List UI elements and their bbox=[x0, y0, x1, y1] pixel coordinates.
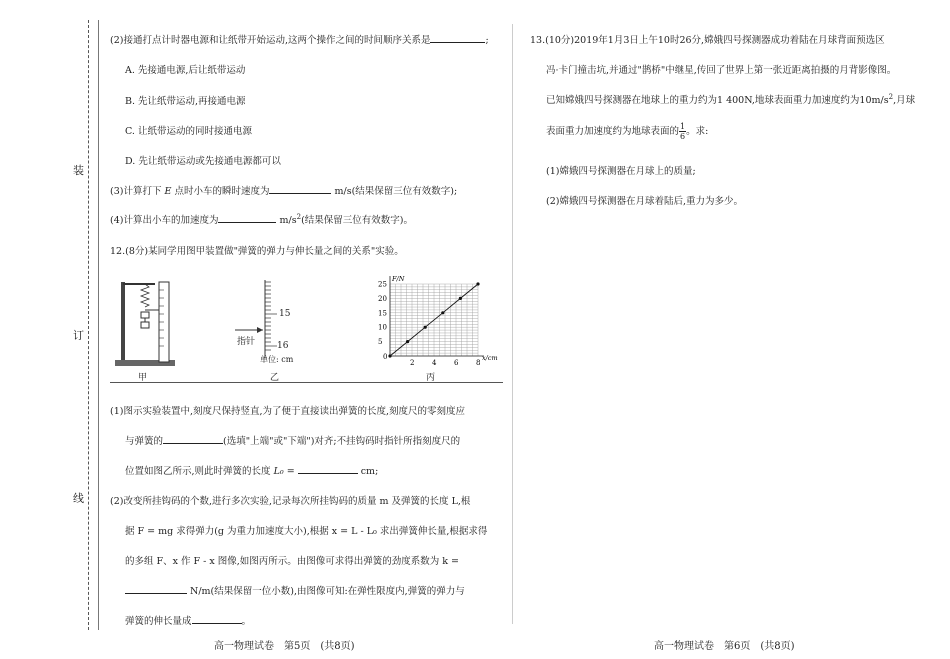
q12-title: 12.(8分)某同学用图甲装置做"弹簧的弹力与伸长量之间的关系"实验。 bbox=[110, 246, 404, 257]
y-tick-label: 15 bbox=[378, 309, 387, 318]
q12-1-text-c: 位置如图乙所示,则此时弹簧的长度 bbox=[125, 466, 271, 477]
q13-line4 bbox=[546, 122, 708, 141]
q12-1-l0: L₀ = bbox=[273, 466, 295, 477]
fig-label-jia: 甲 bbox=[138, 373, 148, 383]
q12-2-text-end: 弹簧的伸长量成 bbox=[125, 616, 192, 627]
margin-char-ding: 订 bbox=[73, 325, 84, 345]
data-point bbox=[424, 326, 427, 329]
y-tick-label: 25 bbox=[378, 280, 387, 289]
y-tick-label: 20 bbox=[378, 294, 387, 303]
x-tick-label: 4 bbox=[432, 359, 437, 367]
y-tick-label: 10 bbox=[378, 323, 387, 332]
q3-line bbox=[110, 183, 457, 197]
binding-solid-line bbox=[98, 20, 99, 630]
q4-sup: 2 bbox=[296, 212, 302, 221]
data-point bbox=[441, 311, 444, 314]
data-point bbox=[406, 340, 409, 343]
q4-blank[interactable] bbox=[218, 212, 276, 223]
data-point bbox=[388, 354, 391, 357]
ruler-figure bbox=[235, 276, 325, 366]
q12-2-line2: 据 F = mg 求得弹力(g 为重力加速度大小),根据 x = L - L₀ 求出弹簧伸长量,根据求得 bbox=[125, 526, 488, 537]
q2-option-d: D. 先让纸带运动或先接通电源都可以 bbox=[125, 156, 281, 167]
q3-text-a: (3)计算打下 bbox=[110, 186, 162, 197]
q12-1-text-a: 与弹簧的 bbox=[125, 436, 164, 447]
q4-text-a: (4)计算出小车的加速度为 bbox=[110, 215, 219, 226]
page-divider bbox=[512, 24, 513, 624]
q2-end: ; bbox=[485, 35, 489, 46]
q12-2-blank-relation[interactable] bbox=[192, 613, 242, 624]
q3-text-b: 点时小车的瞬时速度为 bbox=[174, 186, 270, 197]
q13-text-a: 已知嫦娥四号探测器在地球上的重力约为1 400N,地球表面重力加速度约为10m/s bbox=[546, 95, 889, 106]
ruler-pointer-label: 指针 bbox=[237, 337, 256, 347]
q4-line bbox=[110, 212, 413, 226]
q2-option-c: C. 让纸带运动的同时接通电源 bbox=[125, 126, 252, 137]
q13-sub1: (1)嫦娥四号探测器在月球上的质量; bbox=[546, 166, 696, 177]
fig-label-bing: 丙 bbox=[426, 373, 436, 383]
margin-char-zhuang: 装 bbox=[73, 160, 84, 180]
x-tick-label: 6 bbox=[454, 359, 459, 367]
y-axis-label: F/N bbox=[392, 275, 405, 283]
q3-blank[interactable] bbox=[269, 183, 331, 194]
fig-label-yi: 乙 bbox=[270, 373, 280, 383]
apparatus-figure bbox=[115, 274, 195, 374]
q13-sub2: (2)嫦娥四号探测器在月球着陆后,重力为多少。 bbox=[546, 196, 743, 207]
q12-figure-box bbox=[110, 270, 503, 383]
q13-sup: 2 bbox=[888, 92, 894, 101]
q12-1-line2 bbox=[125, 433, 460, 447]
q4-text-b: (结果保留三位有效数字)。 bbox=[301, 215, 413, 226]
ruler-unit: 单位: cm bbox=[260, 355, 294, 364]
y-tick-label: 5 bbox=[378, 338, 383, 347]
q13-text-c: 表面重力加速度约为地球表面的 bbox=[546, 126, 680, 137]
q12-2-line4 bbox=[125, 583, 465, 597]
q12-1-text-b: (选填"上端"或"下端")对齐;不挂钩码时指针所指刻度尺的 bbox=[223, 436, 461, 447]
x-tick-label: 8 bbox=[476, 359, 481, 367]
margin-char-xian: 线 bbox=[73, 488, 84, 508]
q2-option-b: B. 先让纸带运动,再接通电源 bbox=[125, 96, 246, 107]
ruler-tick-16: 16 bbox=[277, 341, 289, 351]
q12-2-line1: (2)改变所挂钩码的个数,进行多次实验,记录每次所挂钩码的质量 m 及弹簧的长度 L,根 bbox=[110, 496, 471, 507]
q13-line3 bbox=[546, 92, 915, 106]
q2-line bbox=[110, 32, 489, 46]
q12-2-period: 。 bbox=[241, 616, 252, 627]
binding-dashed-line bbox=[88, 20, 89, 630]
x-axis-label: x/cm bbox=[482, 354, 498, 362]
q12-2-blank-k[interactable] bbox=[125, 583, 187, 594]
footer-right: 高一物理试卷 第6页 (共8页) bbox=[654, 641, 795, 652]
q2-option-a: A. 先接通电源,后让纸带运动 bbox=[125, 65, 246, 76]
q2-blank[interactable] bbox=[430, 32, 485, 43]
q12-2-line3: 的多组 F、x 作 F - x 图像,如图丙所示。由图像可求得出弹簧的劲度系数为 k = bbox=[125, 556, 460, 567]
q12-1-blank-length[interactable] bbox=[298, 463, 358, 474]
q12-1-line3 bbox=[125, 463, 378, 477]
q3-text-c: m/s(结果保留三位有效数字); bbox=[334, 186, 458, 197]
q3-point-e: E bbox=[164, 186, 172, 197]
q12-1-line1: (1)图示实验装置中,刻度尺保持竖直,为了便于直接读出弹簧的长度,刻度尺的零刻度应 bbox=[110, 406, 466, 417]
q2-text: (2)接通打点计时器电源和让纸带开始运动,这两个操作之间的时间顺序关系是 bbox=[110, 35, 431, 46]
q12-1-unit: cm; bbox=[360, 466, 379, 477]
footer-left: 高一物理试卷 第5页 (共8页) bbox=[214, 641, 355, 652]
q12-1-blank-end[interactable] bbox=[163, 433, 223, 444]
frac-num: 1 bbox=[680, 122, 686, 131]
origin-label: 0 bbox=[383, 353, 388, 361]
frac-den: 6 bbox=[680, 132, 686, 141]
q13-line2: 冯·卡门撞击坑,并通过"鹊桥"中继星,传回了世界上第一张近距离拍摄的月背影像图。 bbox=[546, 65, 897, 76]
f-x-chart bbox=[368, 270, 498, 370]
x-tick-label: 2 bbox=[410, 359, 415, 367]
q12-2-text-k: N/m(结果保留一位小数),由图像可知:在弹性限度内,弹簧的弹力与 bbox=[190, 586, 465, 597]
q13-text-d: 。求: bbox=[686, 126, 709, 137]
q13-text-b: ,月球 bbox=[893, 95, 916, 106]
q12-2-line5 bbox=[125, 613, 251, 627]
q13-line1: 13.(10分)2019年1月3日上午10时26分,嫦娥四号探测器成功着陆在月球背面预选区 bbox=[530, 35, 885, 46]
ruler-tick-15: 15 bbox=[279, 309, 291, 319]
data-point bbox=[476, 282, 479, 285]
q4-unit: m/s bbox=[279, 215, 297, 226]
data-point bbox=[459, 297, 462, 300]
